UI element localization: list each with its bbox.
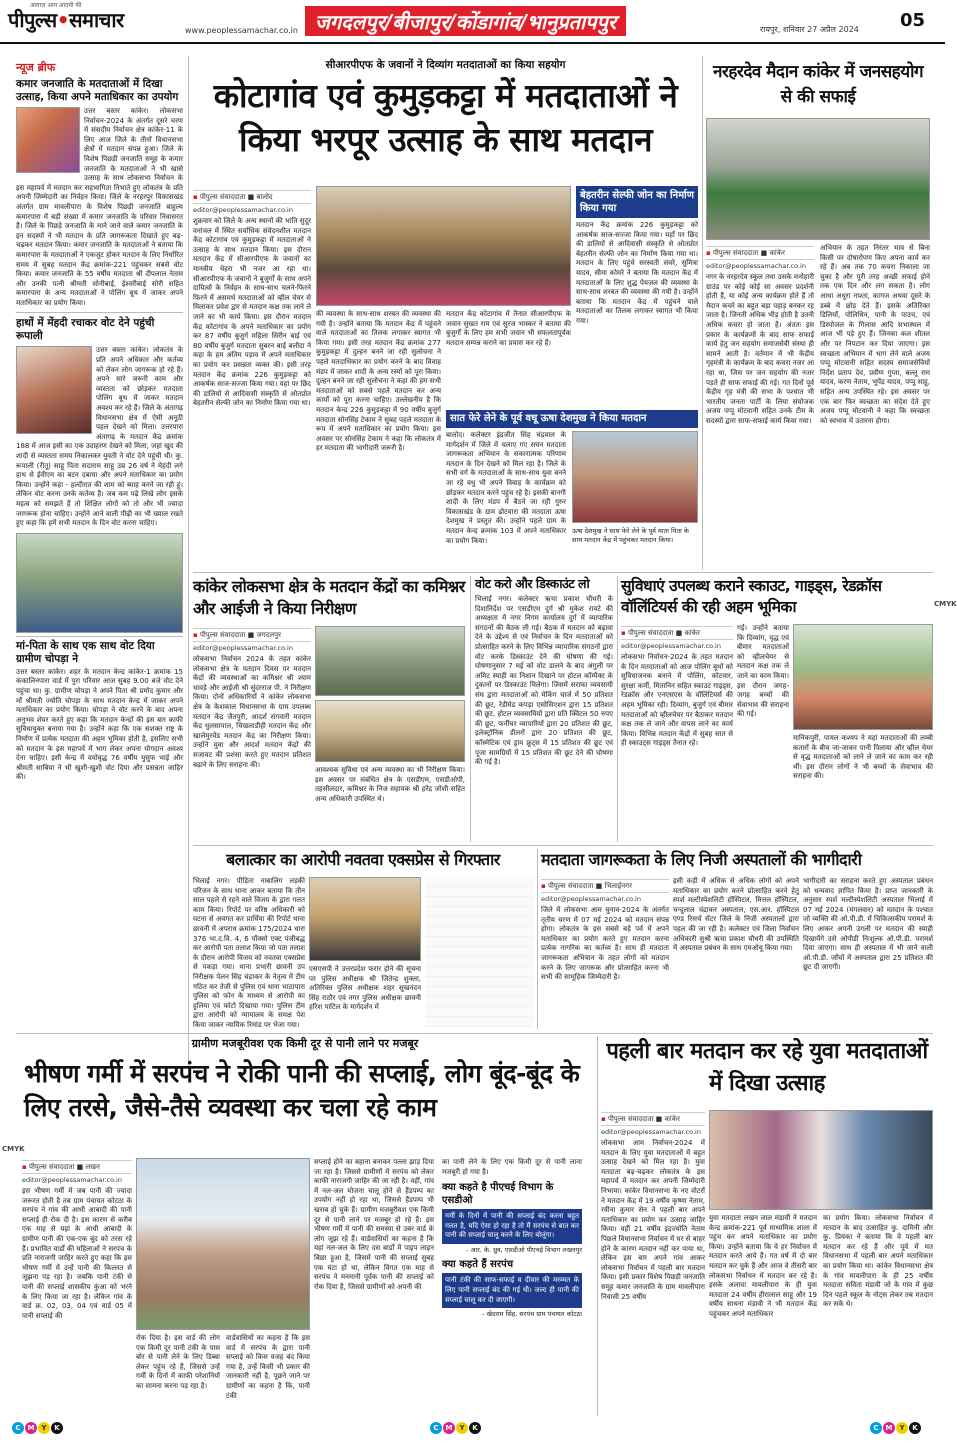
- reporter-icon: ▪: [541, 882, 546, 890]
- lead-col-3: मतदान केंद्र कोटागांव में तैनात सीआरपीएफ के जवान सुखत राम एवं सुरज भास्कर ने बताया की बुजुर्गों के लिए हम सभी जवान भी सफलतापूर्वक मतदान सम्पन्न कराने का प्रयास कर रहे हैं।: [446, 310, 571, 347]
- brief-3-photo: [16, 533, 183, 633]
- water-col-2: सप्लाई होने का बहाना बनाकर पल्ला झाड़ दिया जा रहा है। जिससे ग्रामीणों में सरपंच को लेकर काफी नाराजगी जाहिर की जा रही है। वहीं, गांव में नल-जल योजना चालू होने से हैंडपम्प का उपयोग नहीं हो रहा था, जिससे हैंडपम्प भी खराब हो चुके हैं। ग्रामीण मजबूरीवश एक किमी दूर से पानी लाने पर मजबूर हो रहे हैं। इस भीषण गर्मी में पानी की समस्या से उबर वार्ड के लोग जूझ रहे हैं। वार्डवासियों का कहना है कि यहां नल-जल के लिए दस बार्डों में पाइप लाइन बिछा हुआ है, जिसमें पानी की सप्लाई सुबह एक घंटा हो था, लेकिन विगत एक माह से सरपंच ने मनमानी पूर्वक पानी की सप्लाई को रोक दिया है, जिससे ग्रामीणों को अपनी की: [314, 1158, 434, 1291]
- discount-headline[interactable]: वोट करो और डिस्काउंट लो: [475, 576, 590, 591]
- newspaper-logo[interactable]: [8, 6, 124, 33]
- cleanup-story: [706, 60, 930, 570]
- city-edition-banner: [305, 6, 626, 36]
- arrest-story: [193, 849, 533, 1029]
- column-rule: [617, 576, 618, 842]
- water-credit-place: लखन: [85, 1163, 100, 1171]
- reporter-icon: ▪: [706, 249, 711, 257]
- reporter-icon: ▪: [22, 1163, 27, 1171]
- scouts-caption: मानिकपुरी, पायल कश्यप ने यहां मतदाताओं की लम्बी कतारों के बीच जा-जाकर पानी पिलाया और व्हील चेयर से वृद्ध मतदाताओं को लाने ले जाने का काम कर रही थीं। इस दौरान लोगों ने भी बच्चों के सेवाभाव की सराहना की।: [793, 734, 933, 781]
- commissioner-credit-place: जगदलपुर: [256, 631, 281, 639]
- selfie-box-body: मतदान केंद्र क्रमांक 226 कुमुड़कट्टा को आकर्षक साज-सज्जा किया गया। यहाँ पर छिंद की डालियों से आदिवासी संस्कृति से ओतप्रोत बेहतरीन सेल्फी जोन का निर्माण किया गया था। मतदान के लिए पहुंचे सरस्वती संवरे, सुमित्रा यादव, सीमा कोमरे ने बताया कि मतदान केंद्र में मतदाताओं के लिए शुद्ध पेयजल की व्यवस्था के साथ-साथ शरबत की व्यवस्था की गयी है। उन्होंने बताया कि मतदान केंद्र में पहुंचने वाले मतदाताओं का तिलक लगाकर स्वागत भी किया गया।: [576, 221, 698, 325]
- brief-2-body-text: उत्तर बस्तर कांकेर। लोकतंत्र के प्रति अपने अधिकार और कर्तव्य को लेकर लोग जागरूक हो रहे हैं। अपने सारे जरूरी काम और व्यस्तता को छोड़कर मतदाता पोलिंग बूथ में जाकर मतदान अवश्य कर रहे हैं। जिले के अंतागढ़ विधानसभा क्षेत्र में ऐसी अनूठी पहल देखने को मिला। उत्तरपारा अंतागढ़ के मतदान केंद्र क्रमांक 188 में आज इसी का एक उदाहरण देखने को मिला, जहां खुद की शादी से व्यस्तता समय निकालकर युवती ने वोट देने पहुंची थी। कु. रूपाली (रीतू) साहू पिता सदाराम साहू उम्र 26 वर्ष ने मेहंदी लगे हाथ से ईवीएम का बटन दबाया और अपने मताधिकार का प्रयोग किया। उन्होंने कहा - हल्दीरात की शाम को ब्याह करने जा रही हूं। लेकिन वोट करना उनके कर्तव्य है। जब कम पढ़े लिखे लोग इसके महत्व को समझते हैं तो शिक्षित लोगों को तो और भी ज्यादा जागरूक होना चाहिए। उन्होंने आने वाली पीढ़ी का भी ख्याल रखते हुए कहा कि हमें सभी मतदान के दिन वोट करना चाहिए।: [16, 346, 183, 528]
- selfie-box-title[interactable]: बेहतरीन सेल्फी जोन का निर्माण किया गया: [576, 186, 698, 218]
- saat-phere-photo: [572, 431, 698, 523]
- water-col-4: का पानी लेने के लिए एक किमी दूर से पानी लाना मजबूरी हो गया है।: [442, 1158, 582, 1176]
- water-credit-source: पीपुल्स संवाददाता: [28, 1163, 75, 1171]
- website-url[interactable]: www.peoplessamachar.co.in: [185, 26, 298, 35]
- logo-dot: •: [56, 8, 69, 32]
- lead-headline[interactable]: कोटागांव एवं कुमुड़कट्टा में मतदाताओं ने किया भरपूर उत्साह के साथ मतदान: [213, 76, 678, 159]
- reporter-icon: ▪: [193, 631, 198, 639]
- hospitals-story: [541, 849, 933, 1029]
- water-email[interactable]: editor@peoplessamachar.co.in: [22, 1176, 122, 1184]
- scouts-story: [621, 576, 933, 844]
- youth-credit: ▪ पीपुल्स संवाददाता ■ कांकेर: [601, 1112, 705, 1126]
- sarpanch-box-title[interactable]: क्या कहते हैं सरपंच: [442, 1259, 514, 1271]
- lead-story: [193, 58, 698, 571]
- arrest-caption: एसएसपी ने उत्तरप्रदेश फरार होने की सूचना पर पुलिस अधीक्षक श्री जितेन्द्र शुक्ला, अतिरिक्त पुलिस अधीक्षक शहर सुखनंदन सिंह राठौर एवं नगर पुलिस अधीक्षक छावनी हरिश पाटिल के मार्गदर्शन में: [309, 965, 421, 1012]
- water-caption-1: रोक दिया है। इस वार्ड की लोग एक किमी दूर पानी टंकी के पास बोर से पानी लेने के लिए डिब्बा लेकर पहुंच रहे हैं, जिससे उन्हें गर्मी के दिनों में काफी परेशानियों का सामना करना पड़ रहा है।: [136, 1334, 220, 1390]
- commissioner-photo-1: [315, 626, 465, 696]
- brief-1-photo: [16, 107, 80, 173]
- black-mark: K: [51, 1422, 63, 1434]
- cleanup-col-1: नगर के नरहरदेव स्कूल तथा उसके मनोहारी ग्राउंड पर कोई कोई सा अवसर प्रदर्शनी होती हैं, या कोई अन्य कार्यक्रम होते हैं तो मैदान कचरे का बहुत बड़ा पहाड़ बनकर रह जाता है। जिनती अधिक भीड़ होती है उतनी अधिक कचरा हो जाता है। अंततः इस प्रकार के कार्यक्रमों के बाद साफ सफाई कार्य हेतु जन सहयोग समाजसेवी संस्था ही सामने आती है। वर्तमान में भी केंद्रीय गृहमंत्री के कार्यक्रम के बाद कचरा नजर आ रहा था, जिस पर जन सहयोग की नजर पड़ते ही साफ सफाई की गई। गत दिनों पूर्व केंद्रीय गृह मंत्री की सभा के पश्चात भी भारतीय जनता पार्टी के लिया संयोजक अजय पप्पू मोटवानी सहित उनके टीम के सदस्यों द्वारा साफ-सफाई कार्य किया गया।: [706, 273, 814, 425]
- black-mark: K: [909, 1422, 921, 1434]
- youth-photo: [709, 1110, 933, 1210]
- commissioner-story: [193, 576, 465, 844]
- cleanup-credit-source: पीपुल्स संवाददाता: [712, 249, 759, 257]
- scouts-col-1: लोकसभा निर्वाचन-2024 के तहत मतदान के दिन मतदाताओं को आज पोलिंग बूथों को सुविधाजनक बनाने में पोलिंग, कोटवार, सुरक्षा कर्मी, मितानिन सहित स्काउट गाइड्स, रेडक्रॉस और एनएसएस के वॉलिंटियर्स की अहम भूमिका रही। दिव्यांग, बुजुर्ग एवं बीमार मतदाताओं को व्हीलचेयर पर बैठाकर मतदान कक्ष तक ले जाने और वापस लाने का कार्य किया। विभिन्न मतदान केंद्रों में सुबह सात से ही स्काउट्स गाइड्स तैनात रहे।: [621, 653, 733, 748]
- masthead: [0, 0, 945, 44]
- news-brief-tag: न्यूज ब्रीफ: [16, 61, 56, 74]
- youth-credit-place: कांकेर: [664, 1115, 680, 1123]
- row-rule: [193, 845, 933, 846]
- brief-2-photo: [16, 346, 92, 434]
- reporter-icon: ▪: [601, 1115, 606, 1123]
- youth-credit-source: पीपुल्स संवाददाता: [607, 1115, 654, 1123]
- masthead-tagline: आवाज़ आम आदमी की: [30, 2, 82, 9]
- brief-3-headline[interactable]: मां-पिता के साथ एक साथ वोट दिया ग्रामीण चोपड़ा ने: [16, 639, 155, 665]
- cmyk-side-mark-left: CMYK: [2, 1145, 25, 1153]
- cleanup-credit-place: कांकेर: [769, 249, 785, 257]
- cmyk-marks-left: [12, 1422, 64, 1434]
- commissioner-photo-2: [315, 700, 465, 762]
- commissioner-credit-source: पीपुल्स संवाददाता: [199, 631, 246, 639]
- scouts-col-2: गईं। उन्होंने बताया कि दिव्यांग, वृद्ध एवं बीमार मतदाताओं को व्हीलचेयर से मतदान कक्ष तक ले जाने का काम किया। इस दौरान जगह-जगह बच्चों की सेवाभाव की सराहना की गई।: [737, 624, 789, 719]
- hospitals-col-1: जिले में लोकसभा आम चुनाव-2024 के अंतर्गत तृतीय चरण में 07 मई 2024 को मतदान संपन्न होगा। लोकतंत्र के इस सबसे बड़े पर्व में अपने मताधिकार का प्रयोग करते हुए मतदान करना प्रत्येक नागरिक का कर्तव्य है। साथ ही मतदाता जागरूकता अभियान के तहत लोगों को मतदान करने के लिए जागरूक और प्रोत्साहित करना भी सभी की सामूहिक जिम्मेदारी है।: [541, 906, 669, 982]
- youth-email[interactable]: editor@peoplessamachar.co.in: [601, 1128, 701, 1136]
- pheo-box-title[interactable]: क्या कहते है पीएचई विभाग के एसडीओ: [442, 1182, 554, 1207]
- water-headline[interactable]: भीषण गर्मी में सरपंच ने रोकी पानी की सप्लाई, लोग बूंद-बूंद के लिए तरसे, जैसे-तैसे व्यवस्था कर चला रहे काम: [24, 1059, 580, 1122]
- hospitals-col-2: इसी कड़ी में अधिक से अधिक लोगों को अपने मताधिकार का प्रयोग करने प्रोत्साहित करने हेतु स्पर्श मल्टीस्पेशलिटी हॉस्पिटल, मित्तल हॉस्पिटल, चन्दूलाल चंद्राकर अस्पताल, एस.आर. हॉस्पिटल एण्ड रिसर्च सेंटर जिले के निजी अस्पतालों द्वारा पहल की जा रही है। कलेक्टर एवं जिला निर्वाचन अधिकारी सुश्री ऋचा प्रकाश चौधरी की उपस्थिति में अस्पताल प्रबंधन के साथ एमओयू किया गया।: [673, 877, 799, 953]
- pheo-box-body: गर्मी के दिनों में पानी की सप्लाई बंद करना बहुत गलत है, यदि ऐसा हो रहा है तो मैं सरपंच से बात कर पानी की सप्लाई चालू करने के लिए बोलूंगा।: [442, 1209, 582, 1244]
- arrest-photo: [309, 877, 421, 961]
- hospitals-credit: ▪ पीपुल्स संवाददाता ■ भिलाईनगर: [541, 879, 669, 893]
- cmyk-marks-right: [870, 1422, 922, 1434]
- logo-part-1: पीपुल्स: [8, 8, 57, 32]
- brief-2-headline[interactable]: हाथों में मेंहदी रचाकर वोट देने पहुंची रूपाली: [16, 317, 155, 343]
- lead-kicker: सीआरपीएफ के जवानों ने दिव्यांग मतदाताओं का किया सहयोग: [325, 59, 566, 71]
- youth-voters-story: [601, 1036, 933, 1416]
- yellow-mark: Y: [896, 1422, 908, 1434]
- brief-3-body: उत्तर बस्तर कांकेर। शहर के मतदान केन्द्र कांकेर-1 क्रमांक 15 कंकालिनपारा वार्ड में पुरा परिवार आज सुबह 9.00 बजे वोट देने पहुंचा था। कु. ग्रामीण चोपड़ा ने अपने पिता श्री प्रमोद कुमार और माँ श्रीमती ज्योति चोपड़ा के साथ मतदान केन्द्र में जाकर अपने मताधिकार का प्रयोग किया। चोपड़ा ने वोट करने के बाद अपना अनुभव शेयर करते हुए कहा कि मतदान केन्द्रों की इस बार काफी सुविधायुक्त बनाया गया है। उन्होंने कहा कि एक सशक्त राष्ट्र के निर्माण में प्रत्येक मतदाता की अहम भूमिका होती है, इसलिए सभी को मतदान के इस महापर्व में भाग लेकर अपना योगदान अवश्य देना चाहिए। इसी केन्द्र में वयोवृद्ध 76 वर्षीय युसुफ भाई और श्रीमती साबिया ने भी खुशी-खुशी वोट दिया और प्रसन्नता जाहिर की।: [16, 667, 183, 782]
- cyan-mark: C: [870, 1422, 882, 1434]
- brief-1-body-text: उत्तर बस्तर कांकेर। लोकसभा निर्वाचन-2024 के अंतर्गत दूसरे चरण में संसदीय निर्वाचन क्षेत्र कांकेर-11 के लिए आज जिले के तीनों विधानसभा क्षेत्रों में मतदान संपन्न हुआ। जिले के विशेष पिछड़ी जनजाति समूह के कमार जनजाति के मतदाताओं ने भी खासे उत्साह के साथ लोकसभा निर्वाचन के इस महापर्व में मतदान कर सहभागिता निभाते हुए लोकतंत्र के प्रति अपनी जिम्मेदारी का निर्वहन किया। जिले के नरहरपुर विकासखंड अंतर्गत ग्राम मावलीपारा के विशेष पिछड़ी जनजाति बाहुल्य कमारपारा में बड़ी संख्या में कमार जनजाति के परिवार निवासरत हैं। जिले के पिछड़े जनजाति के माने जाने वाले कमार जनजाति के इन सदस्यों ने भी मतदान के प्रति जागरूकता दिखाते हुए बढ़-चढ़कर मतदान किया। कमार जनजाति के मतदाताओं ने बताया कि कमारपारा के मतदाताओं ने एकजुट होकर मतदान के लिए निर्धारित समय में सुबह मतदान केंद्र क्रमांक-221 पहुंचकर सबसे वोट किया। कमार जनजाति के 55 वर्षीय मतदाता श्री दीपलाल नेताम और उनकी पत्नी श्रीमती सोनीबाई, ईश्वरीबाई सोरी सहित कमारपारा के अन्य मतदाताओं ने पोलिंग बूथ में जाकर अपने मताधिकार का प्रयोग किया।: [16, 107, 183, 307]
- commissioner-col-1: लोकसभा निर्वाचन 2024 के तहत कांकेर लोकसभा क्षेत्र के मतदान दिवस पर मतदान केंद्रों की व्यवस्थाओं का कमिश्नर श्री श्याम धावड़े और आईजी श्री सुंदरराज पी. ने निरीक्षण किया। दोनों अधिकारियों ने कांकेर लोकसभा क्षेत्र के केशकाल विधानसभा के ग्राम उपलब्ध मतदान केंद्र जैतपुरी, आदर्श संगवारी मतदान केंद्र धुलसापाल, चिखलाडीही मतदान केंद्र और खालेमुरवेंड मतदान केंद्र का निरीक्षण किया। उन्होंने युवा और आदर्श मतदान केंद्रों की सजावट की प्रशंसा करते हुए मतदान प्रतिशत बढ़ाने के लिए सराहना की।: [193, 655, 311, 769]
- magenta-mark: M: [443, 1422, 455, 1434]
- brief-1-headline[interactable]: कमार जनजाति के मतदाताओं में दिखा उत्साह, किया अपने मताधिकार का उपयोग: [16, 78, 179, 103]
- scouts-credit-source: पीपुल्स संवाददाता: [627, 629, 674, 637]
- column-rule: [597, 1036, 598, 1416]
- lead-email[interactable]: editor@peoplessamachar.co.in: [193, 206, 293, 214]
- scouts-headline[interactable]: सुविधाएं उपलब्ध कराने स्काउट, गाइड्स, रेडक्रॉस वॉलिंटियर्स की रही अहम भूमिका: [621, 577, 882, 616]
- commissioner-credit: ▪ पीपुल्स संवाददाता ■ जगदलपुर: [193, 628, 311, 642]
- cleanup-headline[interactable]: नरहरदेव मैदान कांकेर में जनसहयोग से की सफाई: [712, 62, 924, 107]
- yellow-mark: Y: [38, 1422, 50, 1434]
- lead-photo-queue: [316, 186, 571, 306]
- scouts-credit: ▪ पीपुल्स संवाददाता ■ कांकेर: [621, 626, 733, 640]
- discount-story: [475, 576, 613, 844]
- water-story: [16, 1036, 594, 1416]
- reporter-icon: ▪: [193, 193, 198, 201]
- city-edition-text: जगदलपुर/बीजापुर/कोंडागांव/भानुप्रतापपुर: [315, 10, 617, 34]
- saat-phere-title[interactable]: सात फेरे लेने के पूर्व वधू ऊषा देशमुख ने किया मतदान: [446, 410, 698, 428]
- dateline: रायपुर, शनिवार 27 अप्रैल 2024: [760, 25, 859, 34]
- news-brief-column: [16, 60, 183, 1065]
- scouts-photo: [793, 624, 933, 730]
- divider: [16, 636, 183, 637]
- commissioner-headline[interactable]: कांकेर लोकसभा क्षेत्र के मतदान केंद्रों का कमिश्नर और आईजी ने किया निरीक्षण: [193, 577, 465, 618]
- cmyk-marks-center: [430, 1422, 482, 1434]
- scouts-email[interactable]: editor@peoplessamachar.co.in: [621, 642, 721, 650]
- water-tank-photo: [136, 1158, 310, 1330]
- youth-col-2: युवा मतदाता लखन लाल मंडावी ने मतदान केन्द्र क्रमांक-221 पूर्व माध्यमिक शाला में पहुंच कर अपने मताधिकार का प्रयोग किया। उन्होंने बताया कि वे हर निर्वाचन में मतदान करते आये हैं। गत वर्ष में दो बार मतदान कर चुके हैं और आज वे तीसरी बार लोकसभा निर्वाचन में मतदान कर रहे है। इसके अलावा मावलीपारा के ही युवा मतदाता 24 वर्षीय हीरालाल साहू और 19 वर्षीय साधना मंडावी ने भी मतदान केंद्र पहुंचकर अपने मताधिकार: [709, 1214, 817, 1318]
- arrest-body: भिलाई नगर। पीड़िता नाबालिग लड़की परिजन के साथ थाना आकर बताया कि तीन साल पहले से रहने वाले विजय के द्वारा गलत काम किया। रिपोर्ट पर वरिष्ठ अधिकारी को घटना से अवगत कर प्रार्थिया की रिपोर्ट थाना छावनी में अपराध क्रमांक 175/2024 धारा 376 भा.द.वि. 4, 6 पॉक्सो एक्ट पंजीबद्ध कर आरोपी पता तलाश किया जो पता तलाश के दौरान आरोपी विजय को नवतवा एक्सप्रेस से पकड़ा गया। थाना प्रभारी छावनी उप निरीक्षक पेलन सिंह चंद्राकर के नेतृत्व में टीम गठित कर तेजी से पुलिस एवं थाना भाठापारा पुलिस को फोन के माध्यम से आरोपी का हुलिया एवं फोटो दिखाया गया। पुलिस टीम द्वारा आरोपी को न्यायालय के समक्ष पेश किया जाकर न्यायिक रिमांड पर भेजा गया।: [193, 877, 305, 1029]
- magenta-mark: M: [25, 1422, 37, 1434]
- hospitals-headline[interactable]: मतदाता जागरूकता के लिए निजी अस्पतालों की भागीदारी: [541, 850, 862, 869]
- hospitals-email[interactable]: editor@peoplessamachar.co.in: [541, 895, 641, 903]
- water-caption-2: वार्डवासियों का कहना है कि इस वार्ड में सरपंच के द्वारा पानी सप्लाई को किस वजह बंद किया गया है, उन्हें किसी भी प्रकार की जानकारी नहीं है, पूछने जाने पर ग्रामीणों का कहना है कि, पानी टंकी: [226, 1334, 310, 1400]
- cyan-mark: C: [12, 1422, 24, 1434]
- page-number: 05: [900, 10, 926, 31]
- pheo-box-sign: - आर. के. ध्रुव, एसडीओ पीएचई विभाग लखनपुर: [466, 1245, 582, 1254]
- column-rule: [470, 576, 471, 842]
- cleanup-email[interactable]: editor@peoplessamachar.co.in: [706, 262, 806, 270]
- column-rule: [537, 849, 538, 1029]
- arrest-col-fill: [425, 877, 533, 1027]
- divider: [16, 312, 183, 313]
- lead-credit-place: बालोद: [256, 193, 273, 201]
- row-rule: [193, 572, 933, 573]
- youth-col-3: का प्रयोग किया। लोकसभा निर्वाचन में मतदान के बाद उत्साहित कु. दामिनी और कु. प्रियंका ने बताया कि वे पहली बार मतदान कर रहे हैं और पूर्व में मत विधानसभा में पहली बार अपने मताधिकार का प्रयोग किया था। कांकेर विधानसभा क्षेत्र के गांव मावलीपारा के ही 25 वर्षीय मतदाता सविता मंडावी जो के गांव में कुछ दिन पहले स्कूल के नोट्स लेकर तब मतदान कर सके थे।: [823, 1214, 933, 1309]
- hospitals-col-3: भागीदारी का सराहना करते हुए अस्पताल प्रबंधन को धन्यवाद ज्ञापित किया है। प्राप्त जानकारी के अनुसार स्पर्श मल्टीस्पेशलिटी अस्पताल भिलाई में 07 मई 2024 (मंगलवार) को मतदान के पश्चात जो व्यक्ति की ओ.पी.डी. में चिकित्सकीय परामर्श के लिए आकर अपनी उंगली पर मतदान की स्याही दिखायेंगे उसे ओपीडी निःशुल्क ओ.पी.डी. परामर्श दिया जाएगा। साथ ही अस्पताल में भी जाने वाली ओ.पी.डी. जाँचों में अस्पताल द्वारा 25 प्रतिशत की छूट दी जाएगी।: [803, 877, 933, 972]
- lead-col-1: शुक्रवार को जिले के अन्य स्थानों की भांति सुदूर वनांचल में स्थित सर्वाधिक संवेदनशील मतदान केंद्र कोटागांव एवं कुमुड़कट्टा में मतदाताओं ने उत्साह के साथ मतदान किया। इस दौरान मतदान केंद्र में सीआरपीएफ के जवानों का मानवीय चेहरा भी नजर आ रहा था। सीआरपीएफ के जवानों ने बुजुर्गों के साथ अपने दायित्वों के निर्वहन के साथ-साथ चलने-फिरने फिरने में असमर्थ मतदाताओं को व्हील चेयर से मिलाकर प्रवेश द्वार से मतदान कक्ष तक लाने ले जाने का भी कार्य किया। इस दौरान मतदान केंद्र कोटागांव के अपने मताधिकार का प्रयोग कर 87 वर्षीय बुजुर्ग महिला सिरीन बाई एवं 80 वर्षीय बुजुर्ग मतदाता सुबरन बाई बलौदा ने कहा के हम अंतिम पड़ाव में अपने मताधिकार का प्रयोग कर प्रसन्नता व्यक्त की। इसी तरह मतदान केंद्र क्रमांक 226 कुमुड़कट्टा को आकर्षक साज-सज्जा किया गया। यहां पर छिंद की डालियों से आदिवासी संस्कृति से ओतप्रोत बेहतरीन सेल्फी जोन का निर्माण किया गया था।: [193, 217, 311, 408]
- cleanup-credit: ▪ पीपुल्स संवाददाता ■ कांकेर: [706, 246, 814, 260]
- cleanup-photo: [706, 118, 930, 240]
- arrest-headline[interactable]: बलात्कार का आरोपी नवतवा एक्सप्रेस से गिरफ्तार: [226, 850, 500, 869]
- commissioner-caption: आवश्यक सुविधा एवं अन्य व्यवस्था का भी निरीक्षण किया। इस अवसर पर संबंधित क्षेत्र के एसडीएम, एसडीओपी, तहसीलदार, कमिश्नर के निज सहायक श्री हरेंद्र जोशी सहित अन्य अधिकारी उपस्थित थे।: [315, 766, 465, 803]
- black-mark: K: [469, 1422, 481, 1434]
- commissioner-email[interactable]: editor@peoplessamachar.co.in: [193, 644, 293, 652]
- cyan-mark: C: [430, 1422, 442, 1434]
- cmyk-side-mark-right: CMYK: [934, 600, 957, 608]
- hospitals-credit-place: भिलाईनगर: [604, 882, 632, 890]
- column-rule: [188, 56, 189, 1066]
- sarpanch-box-body: पानी टंकी की साफ-सफाई व दीवार की मरम्मत के लिए पानी सप्लाई बंद की गई थी। जल्द ही पानी की सप्लाई चालू कर दी जाएगी।: [442, 1273, 582, 1308]
- reporter-icon: ▪: [621, 629, 626, 637]
- scouts-credit-place: कांकेर: [684, 629, 700, 637]
- yellow-mark: Y: [456, 1422, 468, 1434]
- row-rule: [16, 1033, 933, 1034]
- saat-phere-caption: ऊषा देशमुख ने साथ फेरे लेने के पूर्व माता पिता के साथ मतदान केंद्र में पहुंचकर मतदान किया।: [572, 527, 689, 544]
- discount-body: भिलाई नगर। कलेक्टर ऋचा प्रकाश चौधरी के दिशानिर्देश पर एसडीएम दुर्ग श्री मुकेश रावटे की अध्यक्षता में नगर निगम कार्यालय दुर्ग में व्यापारिक संगठनों की बैठक ली गई। बैठक में मतदान को बढ़ावा देने के उद्देश्य से एवं निर्वाचन के दिन मतदाताओं को प्रोत्साहित करने के लिए विभिन्न व्यापारिक संगठनों द्वारा वोट करके डिस्काउंट देने की घोषणा की गई। घोषणानुसार 7 मई को वोट डालने के बाद अंगुली पर अमिट स्याही का निशान दिखाने पर होटल कॉम्पैक्ट के दुकानों पर डिस्काउंट मिलेगा। जिसमें सराफा व्यवसायी संघ द्वारा मतदाताओं को मेकिंग चार्ज में 50 प्रतिशत की छूट, रेडीमेड कपड़ा एसोसिएशन द्वारा 15 प्रतिशत की छूट, होटल व्यवसायियों द्वारा प्रति क्विंटल 50 रुपए की छूट, फर्नीचर व्यापारियों द्वारा 20 प्रतिशत की छूट, इलेक्ट्रॉनिक डीलरों द्वारा 20 प्रतिशत की छूट, कॉस्मेटिक एवं ड्राय फ्रूट्स में 15 प्रतिशत की छूट एवं पूजा सामग्रियों में 15 प्रतिशत की छूट देने की घोषणा की गई है।: [475, 595, 613, 767]
- magenta-mark: M: [883, 1422, 895, 1434]
- column-rule: [702, 56, 703, 570]
- hospitals-credit-source: पीपुल्स संवाददाता: [547, 882, 594, 890]
- water-kicker: ग्रामीण मजबूरीवश एक किमी दूर से पानी लाने पर मजबूर: [191, 1037, 419, 1050]
- water-col-1: इस भीषण गर्मी में जब पानी की ज्यादा जरूरत होती है तब ग्राम पंचायत कोटठा के सरपंच ने गांव की आधी आबादी की पानी सप्लाई ही रोक दी है। इस कारण से करीब एक माह से यहां के आधी आबादी के ग्रामीण पानी की एक-एक बूंद को तरस रहे हैं। प्रभावित वार्डों की महिलाओं ने सरपंच के प्रति नाराजगी जाहिर करते हुए कहा कि इस भीषण गर्मी में उन्हें पानी की किल्लत से जूझना पड़ रहा है। जबकि पानी टंकी से पानी की सप्लाई शासकीय कुंआ को भरने के लिए किया जा रहा है। लेकिन गांव के वार्ड क्र. 02, 03, 04 एवं वार्ड 05 में पानी सप्लाई की: [22, 1187, 132, 1320]
- water-credit: ▪ पीपुल्स संवाददाता ■ लखन: [22, 1160, 132, 1174]
- cleanup-col-2: अभियान के तहत निरंतर भाव से बिना किसी पर दोषारोपण किए अपना कार्य कर रहे हैं। अब तक 70 कचरा निकाला जा चुका है और पूरी तरह अच्छी सफाई होने तक एक दिन और लग सकता है। लोग आधा अधूरा नाश्ता, कागज अथवा दूसरे के डब्बे में छोड़ देते हैं। इसके अतिरिक्त डिलियाँ, पोलिथिन, पानी के पाउच, एवं डिस्पोजल के गिलास आदि सभास्थल में आज भी पड़े हुए हैं। जिनका कल शीतल और पर निपटान कर दिया जाएगा। इस स्वच्छता अभियान में भाग लेने वाले अजय पप्पू मोटवानी सहित सदस्य समाजसेवियों निर्देश प्रताप देव, प्रवीण गुप्ता, बल्लू राम यादव, करण नेताम, भूपेंद्र यादव, पप्पू साहू, सहित अन्य उपस्थित रहे। इस अवसर पर एक बार फिर स्वच्छता का संदेश देते हुए अजय पप्पू मोटवानी ने कहा कि स्वच्छता को स्वभाव में उतारना होगा।: [820, 244, 930, 425]
- lead-col-2: की व्यवस्था के साथ-साथ शरबत की व्यवस्था की गयी है। उन्होंने बताया कि मतदान केंद्र में पहुंचने वाले मतदाताओं का तिलक लगाकर स्वागत भी किया गया। इसी तरह मतदान केंद्र क्रमांक 277 कुमुड़कट्टा में दुल्हन बनने जा रही सुलोचना ने पहले मतदाधिकार का प्रयोग करने के बाद विवाह मंडप में जाकर शादी के अन्य रस्मों को पूरा किया। दुल्हन बनने जा रही सुलोचना ने कहा की हम सभी मतदाताओं को सबसे पहले मतदान कर अन्य कार्यों को पूरा करना चाहिए। उल्लेखनीय है कि मतदान केन्द्र 226 कुमुड़कट्टा में 90 वर्षीय बुजुर्ग मतदाता सोनसिंह टेकाम ने सुबह पहले मतदाता के रूप में अपने मताधिकार का प्रयोग किया। इस अवसर पर सोनसिंह टेकाम ने कहा कि लोकतंत्र में हर मतदाता की भागीदारी जरूरी है।: [316, 310, 441, 453]
- logo-part-2: समाचार: [68, 8, 124, 32]
- youth-headline[interactable]: पहली बार मतदान कर रहे युवा मतदाताओं में दिखा उत्साह: [606, 1039, 928, 1096]
- sarpanch-box-sign: - खेदराम सिंह, सरपंच ग्राम पंचायत कोटठा: [482, 1310, 582, 1319]
- saat-phere-body: बालोद। कलेक्टर इंद्रजीत सिंह चंद्रवाल के मार्गदर्शन में जिले में चलाए गए सघन मतदाता जागरूकता अभियान के सकारात्मक परिणाम मतदान के दिन देखने को मिल रहा है। जिले के सभी वर्ग के मतदाताओं के साथ-साथ युवा बनने जा रहे वधु भी अपने विवाह के कार्यक्रम को छोड़कर मतदान करने पहुंच रहे है। इसकी बानगी शादी के लिए मंडप में बैठने जा रही गुरुर विकासखंड के ग्राम ढोटवारा की मतदाता ऊषा देशमुख ने प्रस्तुत की। उन्होंने पहले ग्राम के मतदान केन्द्र क्रमांक 103 में अपने मताधिकार का प्रयोग किया।: [446, 431, 566, 545]
- lead-credit-source: पीपुल्स संवाददाता: [199, 193, 246, 201]
- lead-credit: ▪ पीपुल्स संवाददाता ■ बालोद: [193, 190, 311, 204]
- youth-col-1: लोकसभा आम निर्वाचन-2024 में मतदान के लिए युवा मतदाताओं में बहुत उत्साह देखने को मिल रहा है। युवा मतदाता बढ़-चढ़कर लोकतंत्र के इस महापर्व में मतदान कर अपनी जिम्मेदारी निभाया। कांकेर विधानसभा के नए वोटरों ने मतदान केंद्र में 19 वर्षीय कृष्णा नेताम, रवीना कुमार सेन ने पहली बार अपने मताधिकार का प्रयोग कर उत्साह जाहिर किया। वहीं 21 वर्षीय इंद्रज्योति नेताम पिछले विधानसभा निर्वाचन में घर से बाहर होने के कारण मतदान नहीं कर पाया था, लेकिन इस बार अपने गांव आकर लोकसभा निर्वाचन में पहली बार मतदान किया। इसी प्रकार विशेष पिछड़ी जनजाति समूह कमार जनजाति के ग्राम मावलीपारा निवासी 25 वर्षीय: [601, 1139, 706, 1301]
